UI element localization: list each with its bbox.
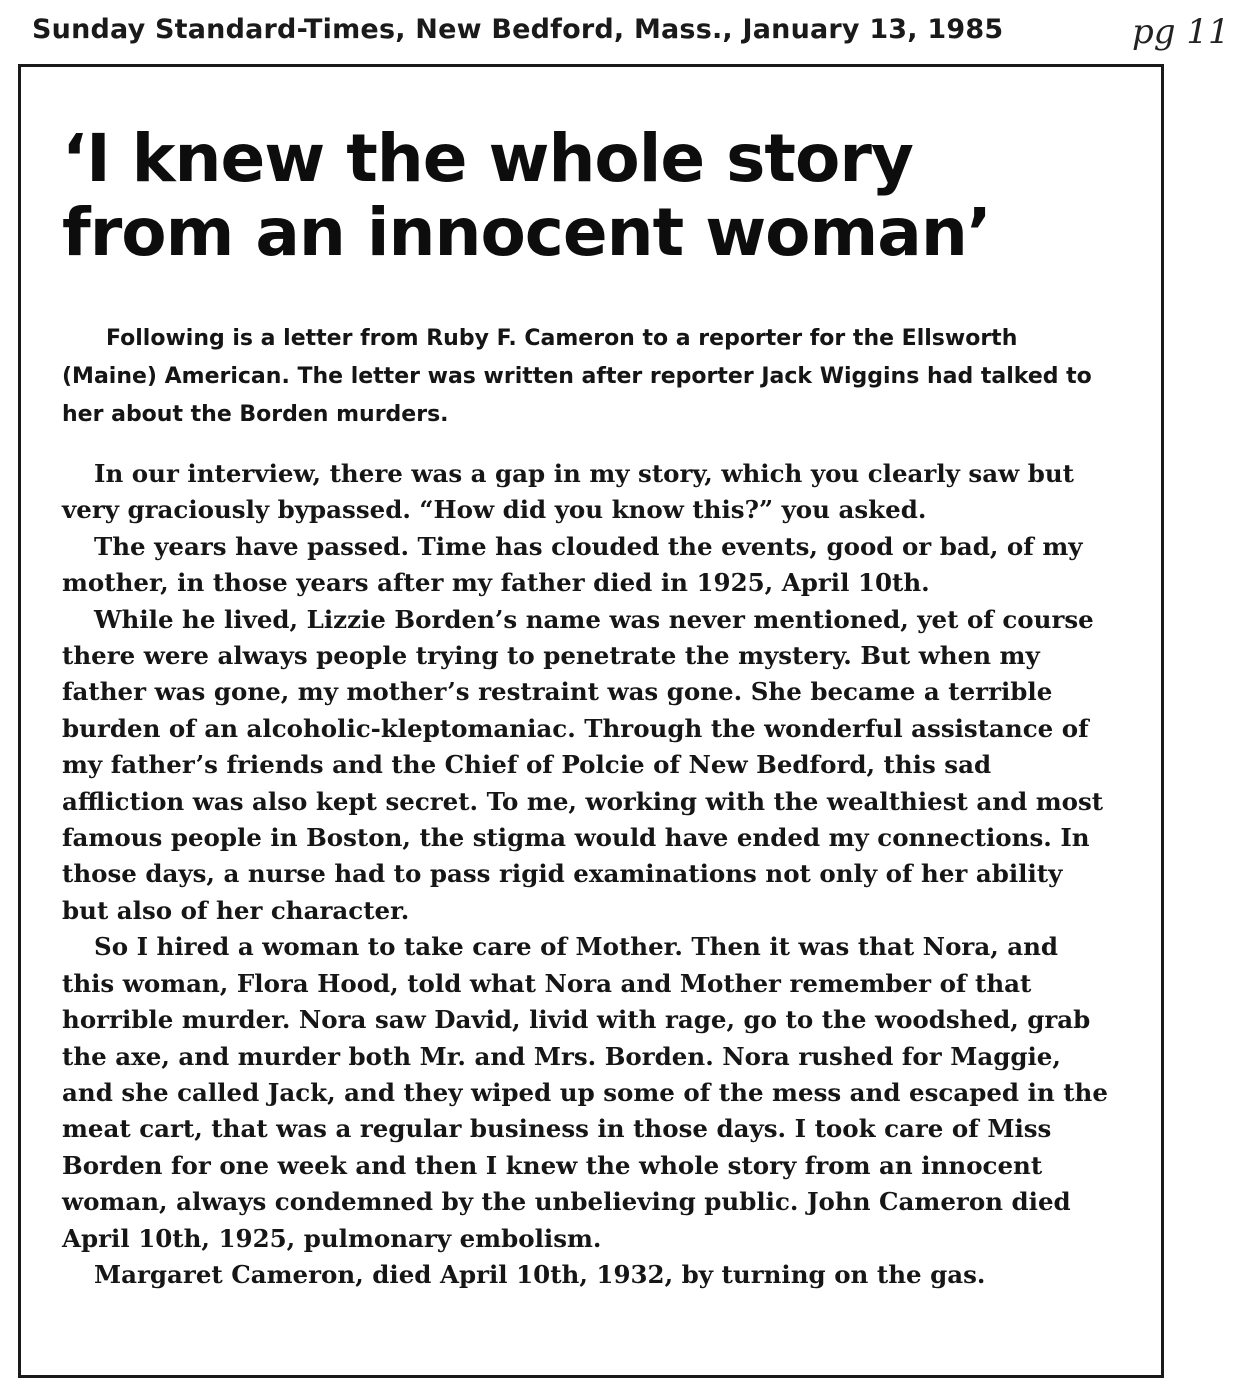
handwritten-page-mark: pg 11: [1132, 12, 1230, 52]
article-headline: [62, 122, 1122, 270]
newspaper-masthead: Sunday Standard-Times, New Bedford, Mass., January 13, 1985: [32, 14, 1004, 45]
letter-body: [62, 456, 1112, 1293]
letter-paragraph-1: In our interview, there was a gap in my story, which you clearly saw but very graciously bypassed. “How did you know this?” you asked.: [62, 459, 1074, 525]
letter-paragraph-2: The years have passed. Time has clouded the events, good or bad, of my mother, in those years after my father died in 1925, April 10th.: [62, 531, 1083, 598]
letter-paragraph-3: While he lived, Lizzie Borden’s name was never mentioned, yet of course there were always people trying to penetrate the mystery. But when my father was gone, my mother’s restraint was gone. She became a terrible burden of an alcoholic-kleptomaniac. Through the wonderful assistance of my father’s friends and the Chief of Polcie of New Bedford, this sad affliction was also kept secret. To me, working with the wealthiest and most famous people in Boston, the stigma would have ended my connections. In those days, a nurse had to pass rigid examinations not only of her ability but also of her character.: [62, 604, 1104, 925]
letter-paragraph-5: Margaret Cameron, died April 10th, 1932, by turning on the gas.: [94, 1259, 986, 1289]
letter-paragraph-4: So I hired a woman to take care of Mother. Then it was that Nora, and this woman, Flora Hood, told what Nora and Mother remember of that horrible murder. Nora saw David, livid with rage, go to the woodshed, grab the axe, and murder both Mr. and Mrs. Borden. Nora rushed for Maggie, and she called Jack, and they wiped up some of the mess and escaped in the meat cart, that was a regular business in those days. I took care of Miss Borden for one week and then I knew the whole story from an innocent woman, always condemned by the unbelieving public. John Cameron died April 10th, 1925, pulmonary embolism.: [62, 932, 1108, 1253]
article-intro: Following is a letter from Ruby F. Cameron to a reporter for the Ellsworth (Maine) American. The letter was written after reporter Jack Wiggins had talked to her about the Borden murders.: [62, 326, 1092, 427]
headline-line-2: from an innocent woman’: [62, 194, 991, 271]
headline-line-1: ‘I knew the whole story: [62, 120, 913, 197]
